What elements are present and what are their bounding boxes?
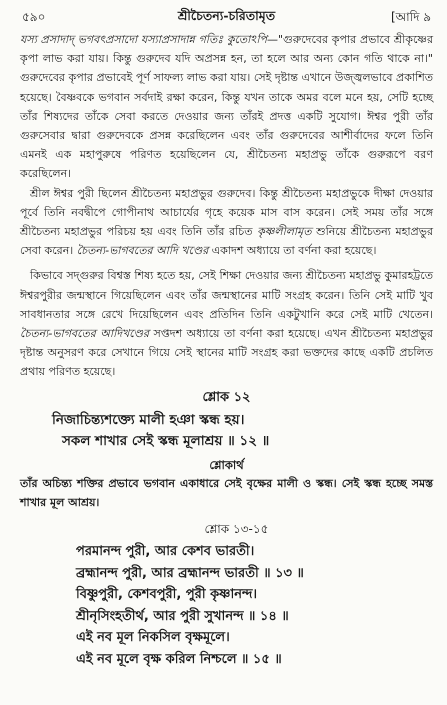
verse-line: পরমানন্দ পুরী, আর কেশব ভারতী। <box>76 544 255 560</box>
purport-paragraph-2 <box>20 184 433 261</box>
paragraph-text: "গুরুদেবের কৃপার প্রভাবে শ্রীকৃষ্ণের কৃপা লাভ করা যায়। কিন্তু গুরুদেব যদি অপ্রসন্ন হন, তা হলে আর অন্য কোন গতি থাকে না।" গুরুদেবের কৃপার প্রভাবেই পূর্ণ সাফল্য লাভ করা যায়। সেই দৃষ্টান্ত এখানে উজ্জ্বলভাবে প্রকাশিত হয়েছে। বৈষ্ণবকে ভগবান সর্বদাই রক্ষা করেন, কিন্তু যখন তাকে অমর বলে মনে হয়, সেটি হচ্ছে তাঁর শিষ্যদের তাঁকে সেবা করতে দেওয়ার জন্য তাঁরই প্রদত্ত একটি সুযোগ। ঈশ্বর পুরী তাঁর গুরুসেবার দ্বারা গুরুদেবকে প্রসন্ন করেছিলেন এবং তাঁর গুরুদেবের আশীর্বাদের ফলে তিনি এমনই এক মহাপুরুষে পরিণত হয়েছিলেন যে, শ্রীচৈতন্য মহাপ্রভু তাঁকে গুরুরূপে বরণ করেছিলেন। <box>20 33 434 181</box>
verse-line: শ্রীনৃসিংহতীর্থ, আর পুরী সুখানন্দ ॥ ১৪ ॥ <box>76 608 289 624</box>
verse-line: বিষ্ণুপুরী, কেশবপুরী, পুরী কৃষ্ণানন্দ। <box>76 587 258 603</box>
verse-heading: শ্লোক ১৩-১৫ <box>204 522 269 537</box>
purport-paragraph-1 <box>20 30 433 184</box>
book-reference: কৃষ্ণলীলামৃত <box>257 225 312 239</box>
sanskrit-quote: যস্য প্রসাদাদ্ ভগবৎপ্রসাদো যস্যাপ্রসাদান্ন গতিঃ কুতোঽপি— <box>20 33 278 46</box>
paragraph-text: একাদশ অধ্যায়ে তা বর্ণনা করা হয়েছে। <box>211 244 377 258</box>
paragraph-text: শুনিয়ে শ্রীচৈতন্য মহাপ্রভুর সেবা করেন। <box>20 225 434 258</box>
page-header <box>20 8 433 26</box>
verse-line: এই নব মূলে বৃক্ষ করিল নিশ্চলে ॥ ১৫ ॥ <box>76 651 282 667</box>
verse-line: এই নব মূল নিকসিল বৃক্ষমূলে। <box>76 630 230 646</box>
paragraph-text: কিভাবে সদ্গুরুর বিশ্বস্ত শিষ্য হতে হয়, সেই শিক্ষা দেওয়ার জন্য শ্রীচৈতন্য মহাপ্রভু কুমারহট্টতে ঈশ্বরপুরীর জন্মস্থানে গিয়েছিলেন এবং তাঁর জন্মস্থানের মাটি সংগ্রহ করেন। তিনি সেই মাটি খুব সাবধানতার সঙ্গে রেখে দিয়েছিলেন এবং প্রতিদিন তিনি একটুখানি করে সেই মাটি খেতেন। <box>20 269 433 321</box>
purport-paragraph-3 <box>20 266 433 381</box>
verse-line: নিজাচিন্ত্যশক্ত্যে মালী হঞা স্কন্ধ হয়। <box>52 411 245 428</box>
section-marker: [আদি ৯ <box>390 10 431 24</box>
verse-heading: শ্লোক ১২ <box>202 389 251 405</box>
book-reference: চৈতন্য-ভাগবতের আদিখণ্ডের <box>20 327 150 341</box>
verse-line: ব্রহ্মানন্দ পুরী, আর ব্রহ্মানন্দ ভারতী ॥ ১৩ ॥ <box>76 565 304 581</box>
translation-heading: শ্লোকার্থ <box>209 457 244 472</box>
book-reference: চৈতন্য-ভাগবতের আদি খণ্ডের <box>76 244 209 258</box>
page-number: ৫৯০ <box>22 10 46 24</box>
verse-line: সকল শাখার সেই স্কন্ধ মূলাশ্রয় ॥ ১২ ॥ <box>62 432 270 449</box>
verse-block <box>20 541 433 670</box>
paragraph-text: শ্রীল ঈশ্বর পুরী ছিলেন শ্রীচৈতন্য মহাপ্রভুর গুরুদেব। কিন্তু শ্রীচৈতন্য মহাপ্রভুকে দীক্ষা দেওয়ার পূর্বে তিনি নবদ্বীপে গোপীনাথ আচার্যের গৃহে কয়েক মাস বাস করেন। সেই সময় তাঁর সঙ্গে শ্রীচৈতন্য মহাপ্রভুর পরিচয় হয় এবং তিনি তাঁর রচিত <box>20 186 433 239</box>
paragraph-text: সপ্তদশ অধ্যায়ে তা বর্ণনা করা হয়েছে। এখন শ্রীচৈতন্য মহাপ্রভুর দৃষ্টান্ত অনুসরণ করে সেখানে গিয়ে সেই স্থানের মাটি সংগ্রহ করা ভক্তদের কাছে একটি প্রচলিত প্রথায় পরিণত হয়েছে। <box>20 327 433 379</box>
book-title: শ্রীচৈতন্য-চরিতামৃত <box>177 8 276 23</box>
translation-text: তাঁর অচিন্ত্য শক্তির প্রভাবে ভগবান একাধারে সেই বৃক্ষের মালী ও স্কন্ধ। সেই স্কন্ধ হচ্ছে সমস্ত শাখার মূল আশ্রয়। <box>20 476 433 509</box>
